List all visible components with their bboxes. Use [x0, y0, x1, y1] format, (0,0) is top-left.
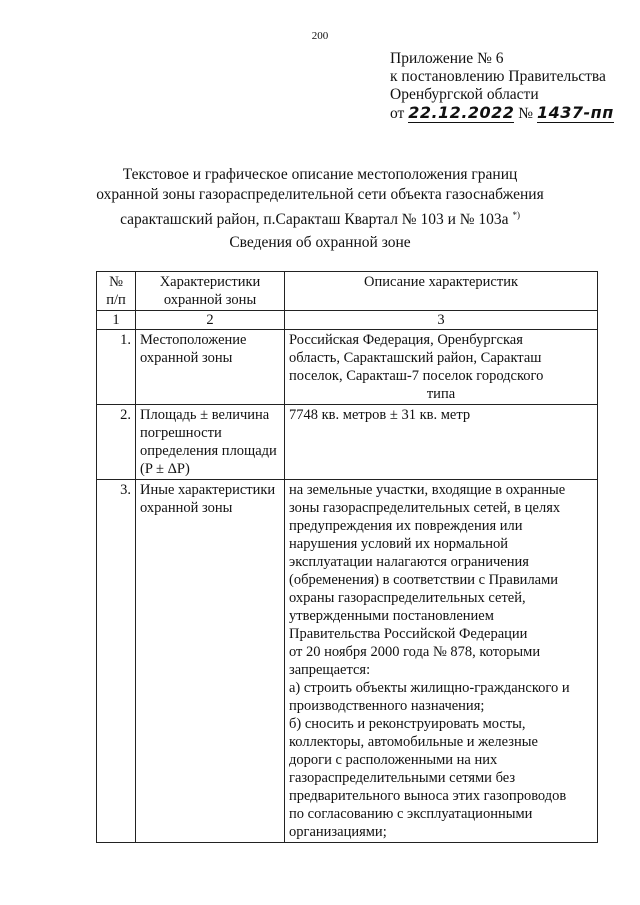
from-label: от [390, 105, 405, 122]
title-line-2: охранной зоны газораспределительной сети объекта газоснабжения [96, 186, 544, 203]
row-number: 2. [97, 405, 136, 480]
cell-text: запрещается: [289, 662, 371, 678]
cell-text: охраны газораспределительных сетей, [289, 590, 526, 606]
cell-text: (P ± ΔP) [140, 461, 190, 477]
cell-text: эксплуатации налагаются ограничения [289, 554, 529, 570]
cell-text: коллекторы, автомобильные и железные [289, 734, 538, 750]
cell-text: поселок, Саракташ-7 поселок городского [289, 368, 544, 384]
header-cell-number [97, 272, 136, 311]
cell-text: газораспределительными сетями без [289, 770, 516, 786]
title-line-1: Текстовое и графическое описание местоположения границ [122, 166, 518, 183]
table-header-row [97, 272, 598, 311]
appendix-line-1: Приложение № 6 [390, 50, 504, 67]
cell-text: нарушения условий их нормальной [289, 536, 509, 552]
cell-text: Российская Федерация, Оренбургская [289, 332, 523, 348]
row-description [285, 405, 598, 480]
appendix-line-3: Оренбургской области [390, 86, 539, 103]
row-characteristic [136, 405, 285, 480]
number-label: № [518, 105, 534, 122]
cell-text: охранной зоны [140, 500, 233, 516]
cell-text: производственного назначения; [289, 698, 485, 714]
decree-number: 1437-пп [536, 103, 614, 122]
header-text: № [109, 274, 123, 290]
cell-text: на земельные участки, входящие в охранные [289, 482, 566, 498]
row-description [285, 480, 598, 843]
page-number: 200 [311, 30, 329, 42]
cell-text: а) строить объекты жилищно-гражданского и [289, 680, 570, 696]
decree-date: 22.12.2022 [408, 103, 515, 122]
cell-text: зоны газораспределительных сетей, в целях [289, 500, 561, 516]
title-line-3-text: саракташский район, п.Саракташ Квартал № 103 и № 103а [120, 211, 509, 229]
cell-text: Площадь ± величина [140, 407, 270, 423]
appendix-line-2: к постановлению Правительства [390, 68, 606, 85]
cell-text: Правительства Российской Федерации [289, 626, 528, 642]
column-number-cell: 2 [136, 311, 285, 330]
section-subtitle: Сведения об охранной зоне [229, 234, 411, 251]
header-cell-characteristic [136, 272, 285, 311]
cell-text: по согласованию с эксплуатационными [289, 806, 533, 822]
cell-text: б) сносить и реконструировать мосты, [289, 716, 526, 732]
cell-text: типа [426, 386, 456, 402]
cell-text: утвержденными постановлением [289, 608, 494, 624]
cell-text: погрешности [140, 425, 222, 441]
cell-text: определения площади [140, 443, 277, 459]
table-column-numbers-row [97, 311, 598, 330]
appendix-date-line [390, 104, 614, 123]
cell-text: от 20 ноября 2000 года № 878, которыми [289, 644, 541, 660]
footnote-mark: *) [512, 210, 520, 220]
cell-text: организациями; [289, 824, 387, 840]
row-characteristic [136, 330, 285, 405]
row-description [285, 330, 598, 405]
column-number-cell: 1 [97, 311, 136, 330]
header-text: охранной зоны [163, 292, 257, 308]
cell-text: 7748 кв. метров ± 31 кв. метр [289, 407, 471, 423]
cell-text: Местоположение [140, 332, 247, 348]
cell-text: охранной зоны [140, 350, 233, 366]
header-cell-description [285, 272, 598, 311]
cell-text: область, Саракташский район, Саракташ [289, 350, 542, 366]
cell-text: предварительного выноса этих газопроводов [289, 788, 567, 804]
appendix-block [390, 50, 614, 123]
column-number-cell: 3 [285, 311, 598, 330]
zone-info-table [96, 271, 598, 843]
header-text: п/п [106, 292, 126, 308]
row-number: 3. [97, 480, 136, 843]
cell-text: дороги с расположенными на них [289, 752, 498, 768]
row-number: 1. [97, 330, 136, 405]
cell-text: Иные характеристики [140, 482, 276, 498]
row-characteristic [136, 480, 285, 843]
header-text: Характеристики [159, 274, 261, 290]
title-line-3 [0, 205, 640, 230]
table-row [97, 330, 598, 405]
document-title [0, 165, 640, 230]
cell-text: (обременения) в соответствии с Правилами [289, 572, 559, 588]
cell-text: предупреждения их повреждения или [289, 518, 523, 534]
header-text: Описание характеристик [363, 274, 518, 290]
table-row [97, 480, 598, 843]
table-row [97, 405, 598, 480]
